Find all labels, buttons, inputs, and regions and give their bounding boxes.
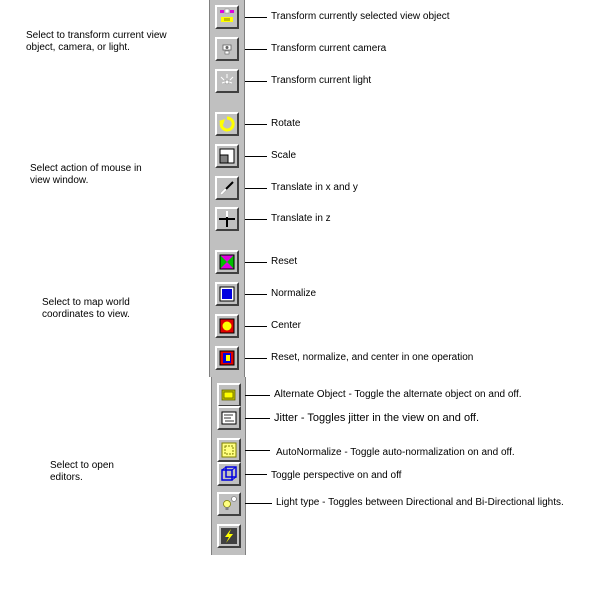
object-icon [218, 8, 236, 26]
translate-xy-icon [218, 179, 236, 197]
autonormalize-button[interactable] [217, 438, 241, 462]
reset-button[interactable] [215, 250, 239, 274]
camera-button[interactable] [215, 37, 239, 61]
transform-group-label: Select to transform current view object, camera, or light. [26, 30, 167, 53]
callout-line [245, 358, 267, 359]
button-description: Alternate Object - Toggle the alternate object on and off. [274, 389, 522, 400]
light-type-button[interactable] [217, 492, 241, 516]
normalize-button[interactable] [215, 282, 239, 306]
callout-line [245, 188, 267, 189]
callout-line [245, 503, 272, 504]
reset-normalize-center-icon [218, 349, 236, 367]
button-description: Translate in x and y [271, 182, 358, 193]
callout-line [245, 395, 270, 396]
button-description: Toggle perspective on and off [271, 470, 402, 481]
button-description: Reset [271, 256, 298, 267]
object-button[interactable] [215, 5, 239, 29]
callout-line [245, 294, 267, 295]
editors-group-label: Select to open editors. [50, 460, 114, 483]
button-description: AutoNormalize - Toggle auto-normalization on and off. [276, 447, 515, 458]
alternate-object-button[interactable] [217, 383, 241, 407]
map-group-label: Select to map world coordinates to view. [42, 297, 130, 320]
callout-line [245, 450, 270, 451]
callout-line [245, 81, 267, 82]
translate-z-button[interactable] [215, 207, 239, 231]
lightning-button[interactable] [217, 524, 241, 548]
button-description: Scale [271, 150, 297, 161]
button-description: Translate in z [271, 213, 331, 224]
rotate-icon [218, 115, 236, 133]
button-description: Transform current light [271, 75, 372, 86]
callout-line [245, 49, 267, 50]
reset-icon [218, 253, 236, 271]
button-description: Center [271, 320, 302, 331]
button-description: Transform current camera [271, 43, 387, 54]
button-description: Light type - Toggles between Directional and Bi-Directional lights. [276, 497, 564, 508]
translate-z-icon [218, 210, 236, 228]
center-icon [218, 317, 236, 335]
callout-line [245, 262, 267, 263]
lightning-icon [220, 527, 238, 545]
jitter-icon [220, 409, 238, 427]
scale-button[interactable] [215, 144, 239, 168]
center-button[interactable] [215, 314, 239, 338]
callout-line [245, 17, 267, 18]
perspective-icon [220, 465, 238, 483]
translate-xy-button[interactable] [215, 176, 239, 200]
callout-line [245, 219, 267, 220]
light-type-icon [220, 495, 238, 513]
normalize-icon [218, 285, 236, 303]
callout-line [245, 326, 267, 327]
mouse-action-group-label: Select action of mouse in view window. [30, 163, 142, 186]
callout-line [245, 124, 267, 125]
button-description: Reset, normalize, and center in one operation [271, 352, 474, 363]
perspective-button[interactable] [217, 462, 241, 486]
button-description: Rotate [271, 118, 301, 129]
button-description: Normalize [271, 288, 317, 299]
autonormalize-icon [220, 441, 238, 459]
light-icon [218, 72, 236, 90]
camera-icon [218, 40, 236, 58]
button-description: Transform currently selected view object [271, 11, 450, 22]
scale-icon [218, 147, 236, 165]
reset-normalize-center-button[interactable] [215, 346, 239, 370]
rotate-button[interactable] [215, 112, 239, 136]
alternate-object-icon [220, 386, 238, 404]
button-description: Jitter - Toggles jitter in the view on and off. [274, 412, 480, 424]
callout-line [245, 418, 270, 419]
callout-line [245, 156, 267, 157]
callout-line [245, 474, 267, 475]
jitter-button[interactable] [217, 406, 241, 430]
light-button[interactable] [215, 69, 239, 93]
